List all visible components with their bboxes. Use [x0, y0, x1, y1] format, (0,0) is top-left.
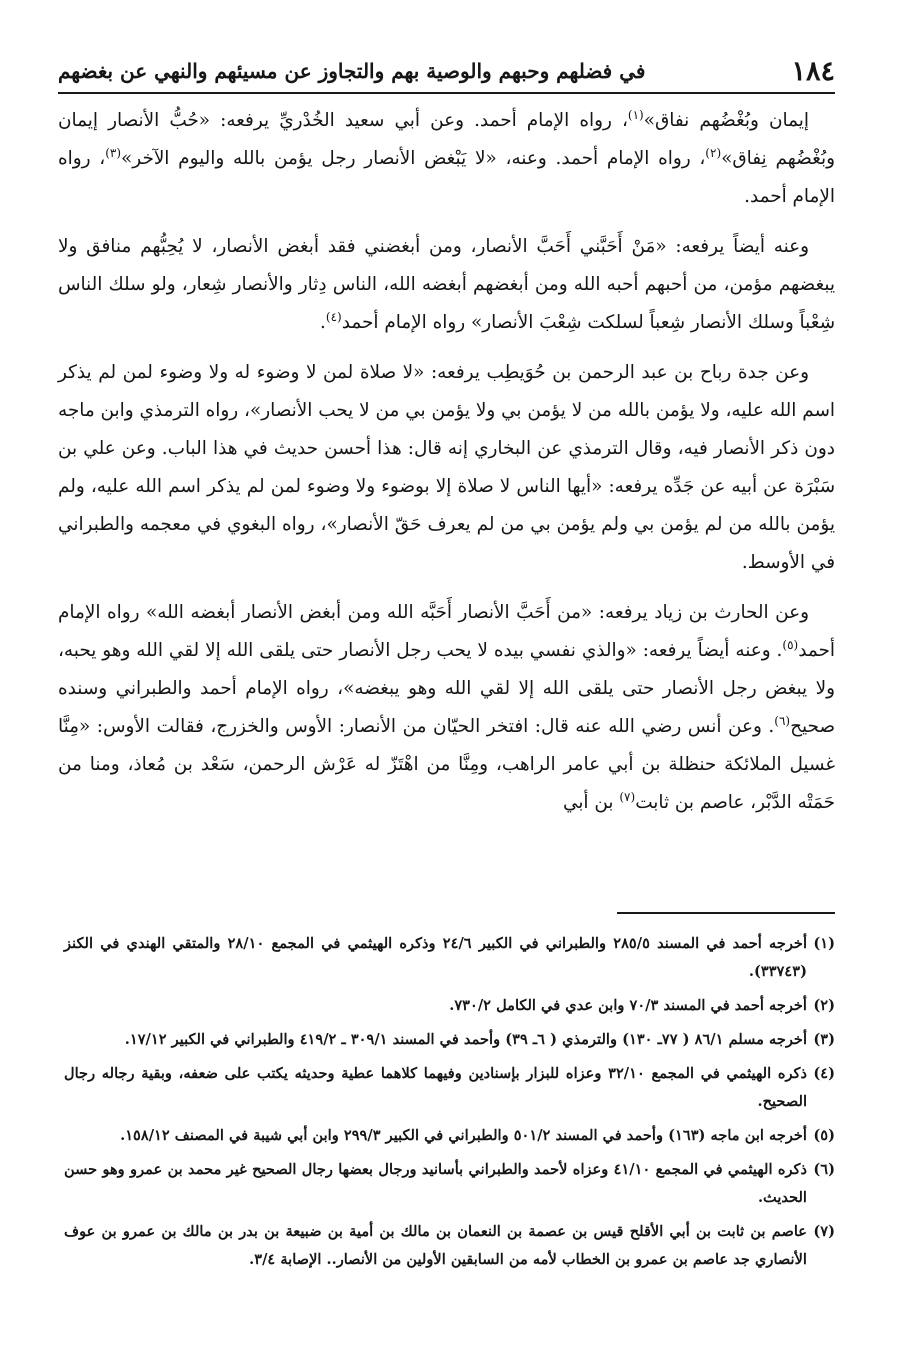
paragraph-text: وعن الحارث بن زياد يرفعه: «من أَحَبَّ الأنصار أَحَبَّه الله ومن أبغض الأنصار أبغضه الله» رواه الإمام أحمد [58, 602, 835, 661]
paragraph-text: بن أبي [562, 792, 620, 813]
footnote-marker: (٣) [813, 1031, 835, 1048]
footnote-divider [617, 912, 835, 914]
footnote-text: أخرجه أحمد في المسند ٢٨٥/٥ والطبراني في الكبير ٢٤/٦ وذكره الهيثمي في المجمع ٢٨/١٠ والمتقي الهندي في الكنز (٣٣٧٤٣). [64, 935, 808, 980]
page-number: ١٨٤ [791, 55, 835, 87]
paragraph-text: . وعنه أيضاً يرفعه: «والذي نفسي بيده لا يحب رجل الأنصار حتى يلقى الله إلا لقي الله وهو يحبه، ولا يبغض رجل الأنصار حتى يلقى الله إلا لقي الله وهو يبغضه»، رواه الإمام أحمد والطبراني وسنده صحيح [58, 640, 835, 737]
footnote-marker: (١) [813, 935, 835, 952]
footnote-reference: (٣) [105, 145, 122, 160]
paragraph-text: وعنه أيضاً يرفعه: «مَنْ أَحَبَّني أَحَبَّ الأنصار، ومن أبغضني فقد أبغض الأنصار، لا يُحِبُّهم منافق ولا يبغضهم مؤمن، من أحبهم أحبه الله ومن أبغضهم أبغضه الله، الناس دِثار والأنصار شِعار، ولو سلك الناس شِعْباً وسلك الأنصار شِعباً لسلكت شِعْبَ الأنصار» رواه الإمام أحمد [58, 236, 835, 333]
footnote-text: أخرجه مسلم ٨٦/١ ( ٧٧ـ ١٣٠) والترمذي ( ٦ـ ٣٩) وأحمد في المسند ٣٠٩/١ ـ ٤١٩/٢ والطبراني في الكبير ١٧/١٢. [124, 1031, 807, 1048]
footnote-item [64, 1218, 835, 1274]
paragraph-text: ، رواه الإمام أحمد. وعنه، «لا يَبْغض الأنصار رجل يؤمن بالله واليوم الآخر» [121, 148, 706, 169]
footnote-marker: (٥) [813, 1127, 835, 1144]
paragraph-text: ، رواه الإمام أحمد. [58, 148, 835, 207]
footnote-item [64, 992, 835, 1020]
paragraph-text: . وعن أنس رضي الله عنه قال: افتخر الحيّان من الأنصار: الأوس والخزرج، فقالت الأوس: «مِنَّا غسيل الملائكة حنظلة بن أبي عامر الراهب، ومِنَّا من اهْتَزّ له عَرْش الرحمن، سَعْد بن مُعاذ، ومنا من حَمَتْه الدَّبْر، عاصم بن ثابت [58, 716, 835, 813]
body-paragraph [58, 102, 835, 216]
paragraph-text: ، رواه الإمام أحمد. وعن أبي سعيد الخُدْريِّ يرفعه: «حُبُّ الأنصار إيمان وبُغْضُهم نِفاق» [58, 110, 835, 169]
footnote-marker: (٦) [813, 1161, 835, 1178]
footnote-text: عاصم بن ثابت بن أبي الأقلح قيس بن عصمة بن النعمان بن مالك بن أمية بن ضبيعة بن بدر بن مالك بن عمرو بن عوف الأنصاري جد عاصم بن عمرو بن الخطاب لأمه من السابقين الأولين من الأنصار.. الإصابة ٣/٤. [64, 1223, 807, 1268]
paragraph-text: وعن جدة رباح بن عبد الرحمن بن حُوَيطِب يرفعه: «لا صلاة لمن لا وضوء له ولا وضوء لمن لم يذكر اسم الله عليه، ولا يؤمن بالله من لا يؤمن بي ولا يؤمن بي من لا يحب الأنصار»، رواه الترمذي وابن ماجه دون ذكر الأنصار فيه، وقال الترمذي عن البخاري إنه قال: هذا أحسن حديث في هذا الباب. وعن علي بن سَبْرَة عن أبيه عن جَدِّه يرفعه: «أيها الناس لا صلاة إلا بوضوء ولا وضوء لمن لم يذكر اسم الله عليه، ولم يؤمن بالله من لم يؤمن بي ولم يؤمن بي من لم يعرف حَقّ الأنصار»، رواه البغوي في معجمه والطبراني في الأوسط. [58, 362, 835, 573]
footnote-text: ذكره الهيثمي في المجمع ٤١/١٠ وعزاه لأحمد والطبراني بأسانيد ورجال بعضها رجال الصحيح غير محمد بن عمرو وهو حسن الحديث. [64, 1161, 807, 1206]
footnote-marker: (٧) [813, 1223, 835, 1240]
footnote-text: أخرجه أحمد في المسند ٧٠/٣ وابن عدي في الكامل ٧٣٠/٢. [449, 997, 807, 1014]
body-paragraph [58, 594, 835, 822]
footnote-reference: (٥) [782, 637, 799, 652]
body-paragraph [58, 354, 835, 582]
footnote-reference: (٤) [325, 309, 342, 324]
paragraph-text: . [320, 312, 326, 333]
footnote-item [64, 1122, 835, 1150]
footnote-text: ذكره الهيثمي في المجمع ٣٢/١٠ وعزاه للبزار بإسنادين وفيهما كلاهما عطية وحديثه يكتب على ضعفه، وبقية رجاله رجال الصحيح. [64, 1065, 807, 1110]
footnote-reference: (١) [627, 107, 644, 122]
footnote-reference: (٢) [705, 145, 722, 160]
body-paragraph [58, 228, 835, 342]
footnote-marker: (٤) [813, 1065, 835, 1082]
footnotes [64, 930, 835, 1280]
paragraph-text: إيمان وبُغْضُهم نفاق» [643, 110, 810, 131]
footnote-item [64, 930, 835, 986]
footnote-item [64, 1060, 835, 1116]
page-header [58, 50, 835, 94]
footnote-reference: (٦) [774, 713, 791, 728]
footnote-text: أخرجه ابن ماجه (١٦٣) وأحمد في المسند ٥٠١/٢ والطبراني في الكبير ٢٩٩/٣ وابن أبي شيبة في المصنف ١٥٨/١٢. [120, 1127, 807, 1144]
main-text [58, 102, 835, 822]
footnote-marker: (٢) [813, 997, 835, 1014]
running-title: في فضلهم وحبهم والوصية بهم والتجاوز عن مسيئهم والنهي عن بغضهم [58, 59, 646, 83]
footnote-reference: (٧) [619, 789, 636, 804]
footnote-item [64, 1156, 835, 1212]
footnote-item [64, 1026, 835, 1054]
